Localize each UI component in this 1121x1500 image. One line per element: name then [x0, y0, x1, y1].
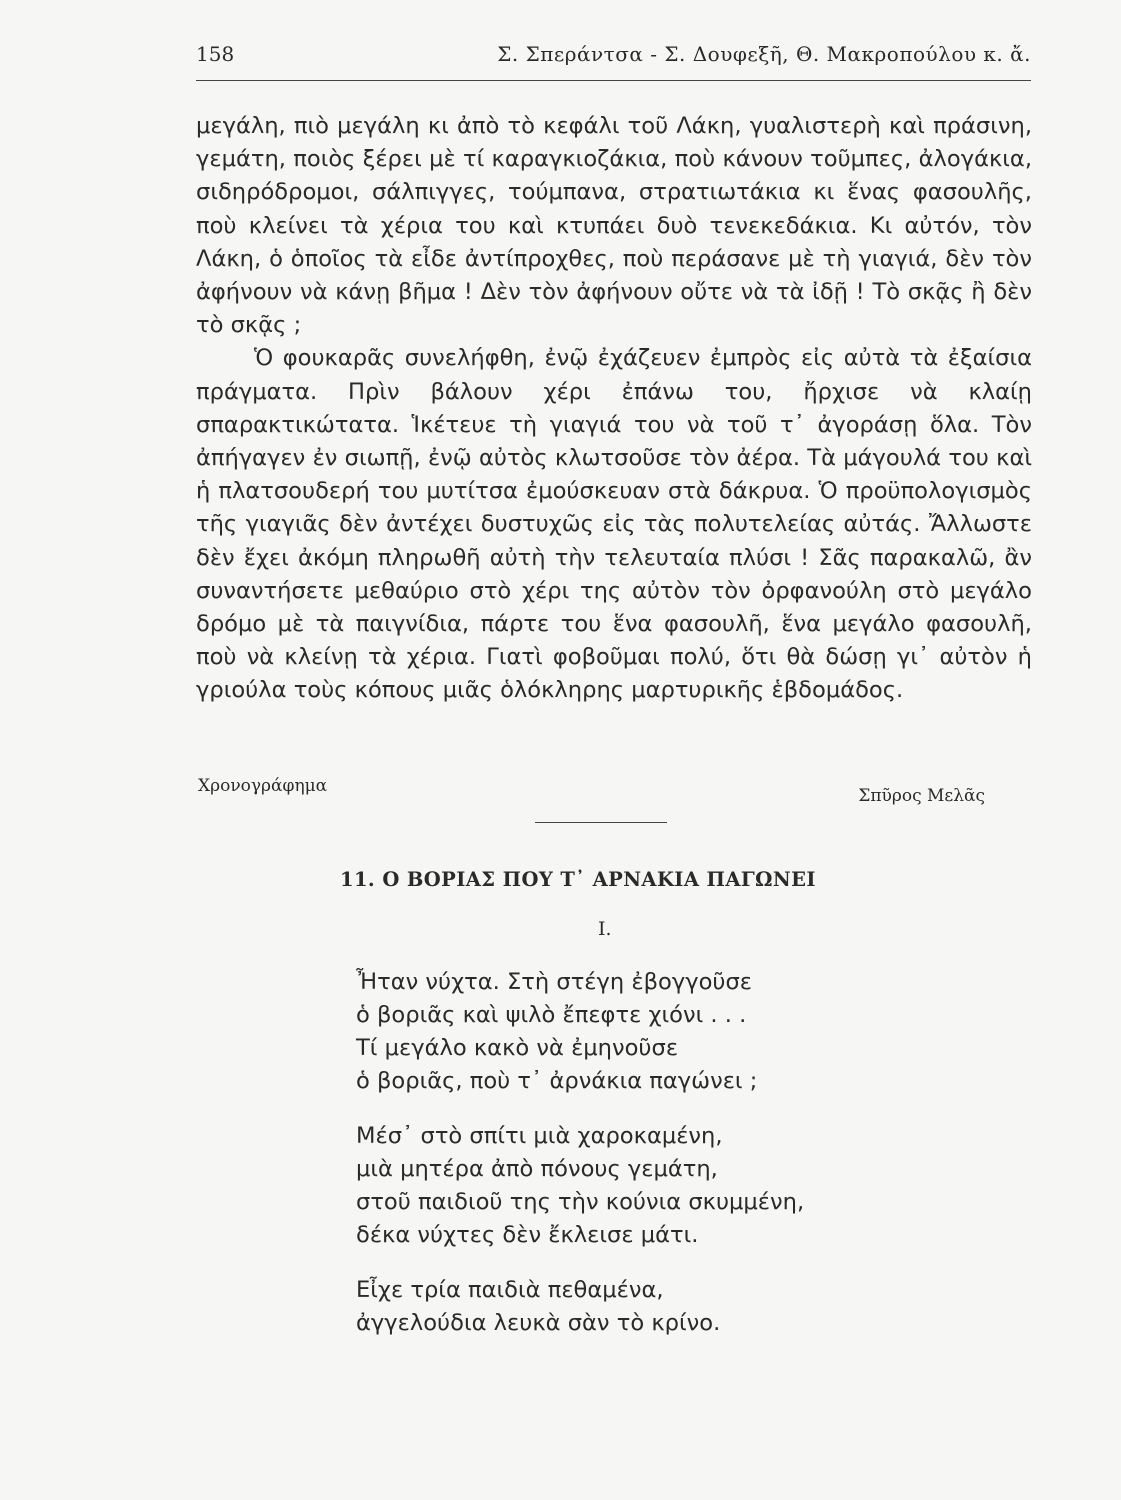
poem-stanza [356, 966, 804, 1098]
prose-paragraph: Ὁ φουκαρᾶς συνελήφθη, ἐνῷ ἐχάζευεν ἐμπρὸς εἰς αὐτὰ τὰ ἐξαίσια πράγματα. Πρὶν βάλουν χέρι ἐπάνω του, ἤρχισε νὰ κλαίῃ σπαρακτικώτατα. Ἱκέτευε τὴ γιαγιά του νὰ τοῦ τ᾿ ἀγοράσῃ ὅλα. Τὸν ἀπήγαγεν ἐν σιωπῇ, ἐνῷ αὐτὸς κλωτσοῦσε τὸν ἀέρα. Τὰ μάγουλά του καὶ ἡ πλατσουδερή του μυτίτσα ἐμούσκευαν στὰ δάκρυα. Ὁ προϋπολογισμὸς τῆς γιαγιᾶς δὲν ἀντέχει δυστυχῶς εἰς τὰς πολυτελείας αὐτάς. Ἄλλωστε δὲν ἔχει ἀκόμη πληρωθῆ αὐτὴ τὴν τελευταία πλύσι ! Σᾶς παρακαλῶ, ἂν συναντήσετε μεθαύριο στὸ χέρι της αὐτὸν τὸν ὀρφανούλη στὸ μεγάλο δρόμο μὲ τὰ παιγνίδια, πάρτε του ἕνα φασουλῆ, ἕνα μεγάλο φασουλῆ, ποὺ νὰ κλείνῃ τὰ χέρια. Γιατὶ φοβοῦμαι πολύ, ὅτι θὰ δώσῃ γι᾿ αὐτὸν ἡ γριούλα τοὺς κόπους μιᾶς ὁλόκληρης μαρτυρικῆς ἑβδομάδος. [196, 345, 1032, 704]
poem-verse: Μέσ᾿ στὸ σπίτι μιὰ χαροκαμένη, [356, 1123, 723, 1149]
poem-verse: στοῦ παιδιοῦ της τὴν κούνια σκυμμένη, [356, 1189, 805, 1215]
poem-verse: Εἶχε τρία παιδιὰ πεθαμένα, [356, 1277, 664, 1303]
running-head-title: Σ. Σπεράντσα - Σ. Δουφεξῆ, Θ. Μακροπούλου κ. ἄ. [497, 42, 1031, 66]
poem-verse: μιὰ μητέρα ἀπὸ πόνους γεμάτη, [356, 1156, 718, 1182]
prose-paragraph: μεγάλη, πιὸ μεγάλη κι ἀπὸ τὸ κεφάλι τοῦ Λάκη, γυαλιστερὴ καὶ πράσινη, γεμάτη, ποιὸς ξέρει μὲ τί καραγκιοζάκια, ποὺ κάνουν τοῦμπες, ἀλογάκια, σιδηρόδρομοι, σάλπιγγες, τούμπανα, στρατιωτάκια κι ἕνας φασουλῆς, ποὺ κλείνει τὰ χέρια του καὶ κτυπάει δυὸ τενεκεδάκια. Κι αὐτόν, τὸν Λάκη, ὁ ὁποῖος τὰ εἶδε ἀντίπροχθες, ποὺ περάσανε μὲ τὴ γιαγιά, δὲν τὸν ἀφήνουν νὰ κάνῃ βῆμα ! Δὲν τὸν ἀφήνουν οὔτε νὰ τὰ ἰδῇ ! Τὸ σκᾷς ἢ δὲν τὸ σκᾷς ; [196, 113, 1032, 339]
poem-verse: ὁ βοριᾶς καὶ ψιλὸ ἔπεφτε χιόνι . . . [356, 1002, 747, 1028]
genre-label: Χρονογράφημα [198, 776, 328, 796]
poem-verse: δέκα νύχτες δὲν ἔκλεισε μάτι. [356, 1222, 699, 1248]
running-head [196, 42, 1031, 78]
part-numeral: I. [598, 918, 612, 940]
poem-stanza [356, 1274, 804, 1340]
poem [356, 966, 804, 1362]
section-divider [535, 822, 667, 823]
poem-verse: Ἦταν νύχτα. Στὴ στέγη ἐβογγοῦσε [356, 969, 753, 995]
section-title: 11. Ο ΒΟΡΙΑΣ ΠΟΥ Τ᾿ ΑΡΝΑΚΙΑ ΠΑΓΩΝΕΙ [340, 868, 816, 891]
author-signature: Σπῦρος Μελᾶς [858, 786, 985, 806]
page-number: 158 [196, 42, 235, 66]
poem-verse: Τί μεγάλο κακὸ νὰ ἐμηνοῦσε [356, 1035, 679, 1061]
header-rule [196, 80, 1031, 81]
poem-verse: ὁ βοριᾶς, ποὺ τ᾿ ἀρνάκια παγώνει ; [356, 1068, 758, 1094]
prose-text [196, 110, 1032, 708]
poem-stanza [356, 1120, 804, 1252]
poem-verse: ἀγγελούδια λευκὰ σὰν τὸ κρίνο. [356, 1310, 721, 1336]
